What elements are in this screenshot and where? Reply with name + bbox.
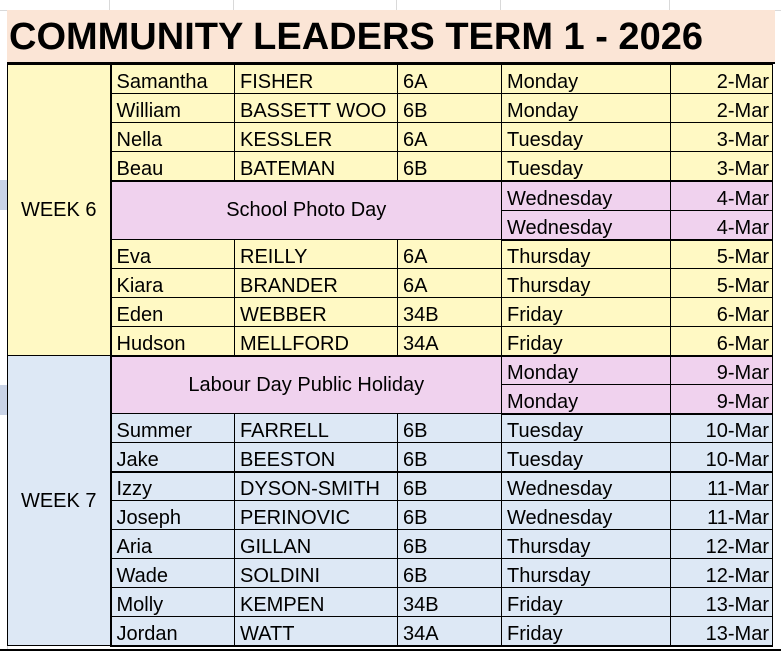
class-cell[interactable]: 6B xyxy=(398,94,502,123)
first-name-cell[interactable]: Beau xyxy=(111,152,235,181)
column-gridline xyxy=(396,0,397,10)
last-name-cell[interactable]: KEMPEN xyxy=(235,588,398,617)
first-name-cell[interactable]: Molly xyxy=(111,588,235,617)
table-row xyxy=(8,152,773,181)
table-row xyxy=(8,123,773,152)
first-name-cell[interactable]: Nella xyxy=(111,123,235,152)
table-row xyxy=(8,298,773,327)
class-cell[interactable]: 6A xyxy=(398,65,502,94)
day-cell[interactable]: Wednesday xyxy=(502,472,671,501)
table-row xyxy=(8,181,773,211)
first-name-cell[interactable]: Samantha xyxy=(111,65,235,94)
table-row xyxy=(8,94,773,123)
day-cell[interactable]: Monday xyxy=(502,356,671,385)
table-row xyxy=(8,501,773,530)
last-name-cell[interactable]: DYSON-SMITH xyxy=(235,472,398,501)
roster-table xyxy=(7,64,773,647)
last-name-cell[interactable]: KESSLER xyxy=(235,123,398,152)
day-cell[interactable]: Thursday xyxy=(502,530,671,559)
date-cell[interactable]: 2-Mar xyxy=(671,94,773,123)
first-name-cell[interactable]: Joseph xyxy=(111,501,235,530)
table-row xyxy=(8,617,773,646)
first-name-cell[interactable]: William xyxy=(111,94,235,123)
day-cell[interactable]: Monday xyxy=(502,94,671,123)
table-row xyxy=(8,65,773,94)
class-cell[interactable]: 34A xyxy=(398,327,502,356)
first-name-cell[interactable]: Eden xyxy=(111,298,235,327)
class-cell[interactable]: 6A xyxy=(398,269,502,298)
date-cell[interactable]: 3-Mar xyxy=(671,123,773,152)
class-cell[interactable]: 6B xyxy=(398,443,502,472)
last-name-cell[interactable]: WEBBER xyxy=(235,298,398,327)
table-row xyxy=(8,269,773,298)
class-cell[interactable]: 6B xyxy=(398,501,502,530)
class-cell[interactable]: 6B xyxy=(398,559,502,588)
table-row xyxy=(8,327,773,356)
day-cell[interactable]: Tuesday xyxy=(502,443,671,472)
last-name-cell[interactable]: FARRELL xyxy=(235,414,398,443)
table-row xyxy=(8,356,773,385)
day-cell[interactable]: Thursday xyxy=(502,240,671,269)
class-cell[interactable]: 34B xyxy=(398,588,502,617)
date-cell[interactable]: 9-Mar xyxy=(671,356,773,385)
column-gridline xyxy=(500,0,501,10)
date-cell[interactable]: 4-Mar xyxy=(671,181,773,211)
sheet-title[interactable]: COMMUNITY LEADERS TERM 1 - 2026 xyxy=(7,10,775,64)
table-row xyxy=(8,443,773,472)
table-row xyxy=(8,472,773,501)
first-name-cell[interactable]: Summer xyxy=(111,414,235,443)
date-cell[interactable]: 12-Mar xyxy=(671,530,773,559)
last-name-cell[interactable]: REILLY xyxy=(235,240,398,269)
first-name-cell[interactable]: Jake xyxy=(111,443,235,472)
first-name-cell[interactable]: Eva xyxy=(111,240,235,269)
day-cell[interactable]: Monday xyxy=(502,385,671,414)
last-name-cell[interactable]: FISHER xyxy=(235,65,398,94)
day-cell[interactable]: Thursday xyxy=(502,269,671,298)
class-cell[interactable]: 6A xyxy=(398,240,502,269)
day-cell[interactable]: Tuesday xyxy=(502,123,671,152)
last-name-cell[interactable]: BEESTON xyxy=(235,443,398,472)
class-cell[interactable]: 6B xyxy=(398,530,502,559)
column-gridline xyxy=(109,0,110,10)
class-cell[interactable]: 6B xyxy=(398,414,502,443)
table-row xyxy=(8,559,773,588)
day-cell[interactable]: Wednesday xyxy=(502,211,671,240)
class-cell[interactable]: 6B xyxy=(398,152,502,181)
last-name-cell[interactable]: MELLFORD xyxy=(235,327,398,356)
last-name-cell[interactable]: WATT xyxy=(235,617,398,646)
last-name-cell[interactable]: BASSETT WOO xyxy=(235,94,398,123)
row-header-highlight xyxy=(0,180,7,210)
day-cell[interactable]: Wednesday xyxy=(502,181,671,211)
day-cell[interactable]: Friday xyxy=(502,617,671,646)
day-cell[interactable]: Tuesday xyxy=(502,414,671,443)
table-row xyxy=(8,414,773,443)
date-cell[interactable]: 6-Mar xyxy=(671,298,773,327)
date-cell[interactable]: 3-Mar xyxy=(671,152,773,181)
day-cell[interactable]: Friday xyxy=(502,298,671,327)
class-cell[interactable]: 34A xyxy=(398,617,502,646)
last-name-cell[interactable]: BRANDER xyxy=(235,269,398,298)
first-name-cell[interactable]: Wade xyxy=(111,559,235,588)
date-cell[interactable]: 13-Mar xyxy=(671,588,773,617)
row-header-highlight xyxy=(0,385,7,415)
column-gridline xyxy=(233,0,234,10)
event-cell[interactable]: Labour Day Public Holiday xyxy=(111,356,502,414)
class-cell[interactable]: 6A xyxy=(398,123,502,152)
table-row xyxy=(8,530,773,559)
date-cell[interactable]: 5-Mar xyxy=(671,269,773,298)
first-name-cell[interactable]: Jordan xyxy=(111,617,235,646)
first-name-cell[interactable]: Kiara xyxy=(111,269,235,298)
date-cell[interactable]: 9-Mar xyxy=(671,385,773,414)
last-name-cell[interactable]: SOLDINI xyxy=(235,559,398,588)
column-gridline xyxy=(669,0,670,10)
last-name-cell[interactable]: PERINOVIC xyxy=(235,501,398,530)
first-name-cell[interactable]: Hudson xyxy=(111,327,235,356)
first-name-cell[interactable]: Izzy xyxy=(111,472,235,501)
day-cell[interactable]: Monday xyxy=(502,65,671,94)
day-cell[interactable]: Friday xyxy=(502,588,671,617)
table-row xyxy=(8,588,773,617)
date-cell[interactable]: 4-Mar xyxy=(671,211,773,240)
first-name-cell[interactable]: Aria xyxy=(111,530,235,559)
date-cell[interactable]: 12-Mar xyxy=(671,559,773,588)
date-cell[interactable]: 13-Mar xyxy=(671,617,773,646)
last-name-cell[interactable]: GILLAN xyxy=(235,530,398,559)
date-cell[interactable]: 6-Mar xyxy=(671,327,773,356)
last-name-cell[interactable]: BATEMAN xyxy=(235,152,398,181)
date-cell[interactable]: 10-Mar xyxy=(671,443,773,472)
week-label-cell[interactable]: WEEK 6 xyxy=(8,65,111,356)
day-cell[interactable]: Wednesday xyxy=(502,501,671,530)
class-cell[interactable]: 6B xyxy=(398,472,502,501)
next-row-edge xyxy=(0,649,781,657)
date-cell[interactable]: 2-Mar xyxy=(671,65,773,94)
date-cell[interactable]: 5-Mar xyxy=(671,240,773,269)
event-cell[interactable]: School Photo Day xyxy=(111,181,502,240)
date-cell[interactable]: 10-Mar xyxy=(671,414,773,443)
day-cell[interactable]: Thursday xyxy=(502,559,671,588)
day-cell[interactable]: Friday xyxy=(502,327,671,356)
class-cell[interactable]: 34B xyxy=(398,298,502,327)
day-cell[interactable]: Tuesday xyxy=(502,152,671,181)
week-label-cell[interactable]: WEEK 7 xyxy=(8,356,111,646)
date-cell[interactable]: 11-Mar xyxy=(671,501,773,530)
table-row xyxy=(8,240,773,269)
date-cell[interactable]: 11-Mar xyxy=(671,472,773,501)
